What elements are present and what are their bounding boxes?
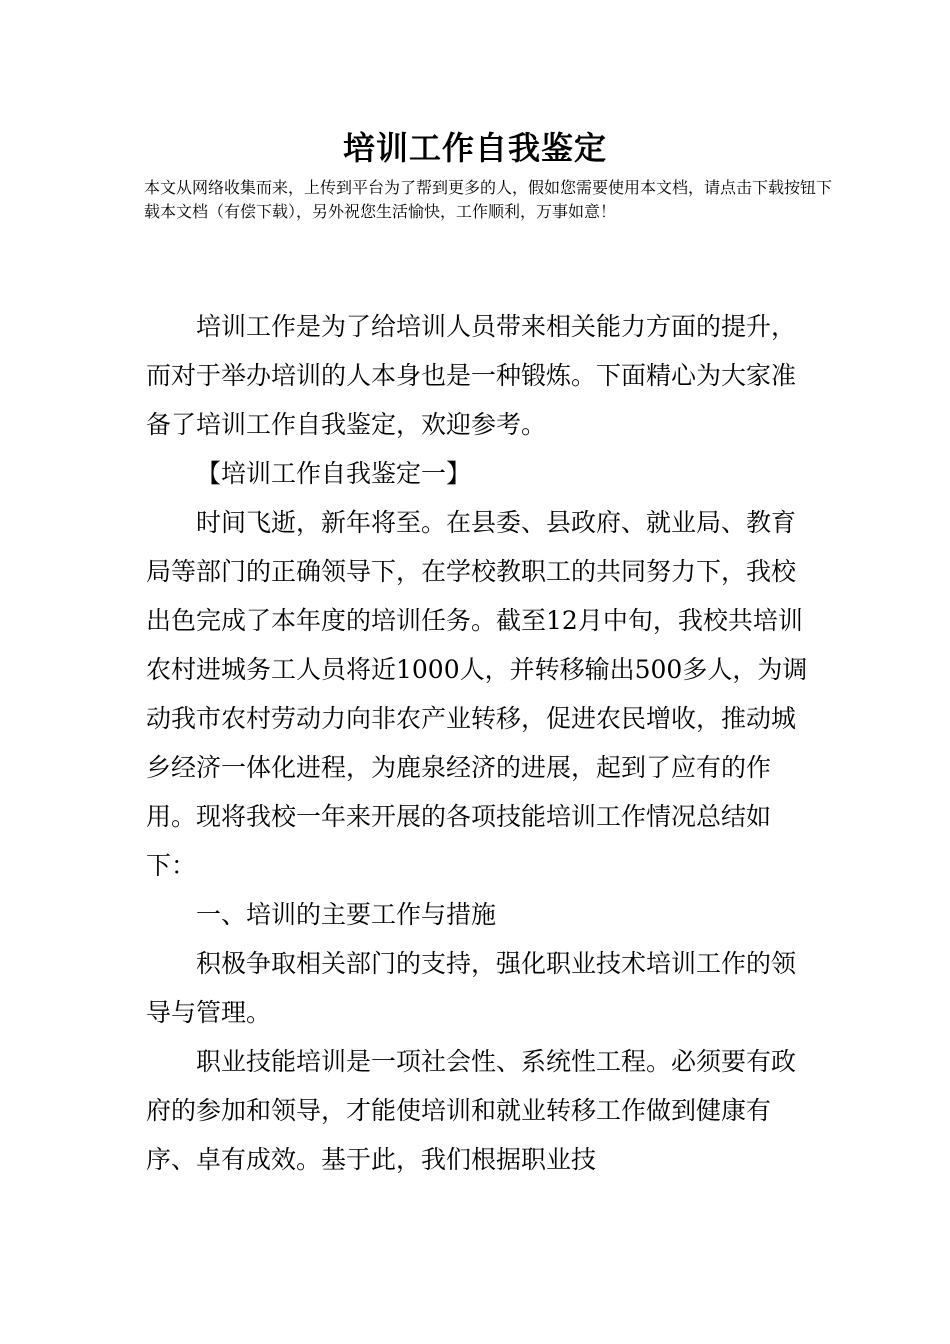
document-title: 培训工作自我鉴定 [342,129,607,167]
document-body [146,302,810,1184]
paragraph-summary: 时间飞逝，新年将至。在县委、县政府、就业局、教育局等部门的正确领导下，在学校教职工的共同努力下，我校出色完成了本年度的培训任务。截至12月中旬，我校共培训农村进城务工人员将近1000人，并转移输出500多人，为调动我市农村劳动力向非农产业转移，促进农民增收，推动城乡经济一体化进程，为鹿泉经济的进展，起到了应有的作用。现将我校一年来开展的各项技能培训工作情况总结如下： [146,508,808,880]
download-notice: 本文从网络收集而来，上传到平台为了帮到更多的人，假如您需要使用本文档，请点击下载按钮下载本文档（有偿下载），另外祝您生活愉快，工作顺利，万事如意！ [144,178,833,221]
paragraph-training: 职业技能培训是一项社会性、系统性工程。必须要有政府的参加和领导，才能使培训和就业转移工作做到健康有序、卓有成效。基于此，我们根据职业技 [146,1047,797,1174]
paragraph-support: 积极争取相关部门的支持，强化职业技术培训工作的领导与管理。 [146,949,797,1027]
subsection-heading: 一、培训的主要工作与措施 [196,900,497,929]
paragraph-intro: 培训工作是为了给培训人员带来相关能力方面的提升，而对于举办培训的人本身也是一种锻炼。下面精心为大家准备了培训工作自我鉴定，欢迎参考。 [146,312,797,439]
section-heading: 【培训工作自我鉴定一】 [196,459,472,488]
